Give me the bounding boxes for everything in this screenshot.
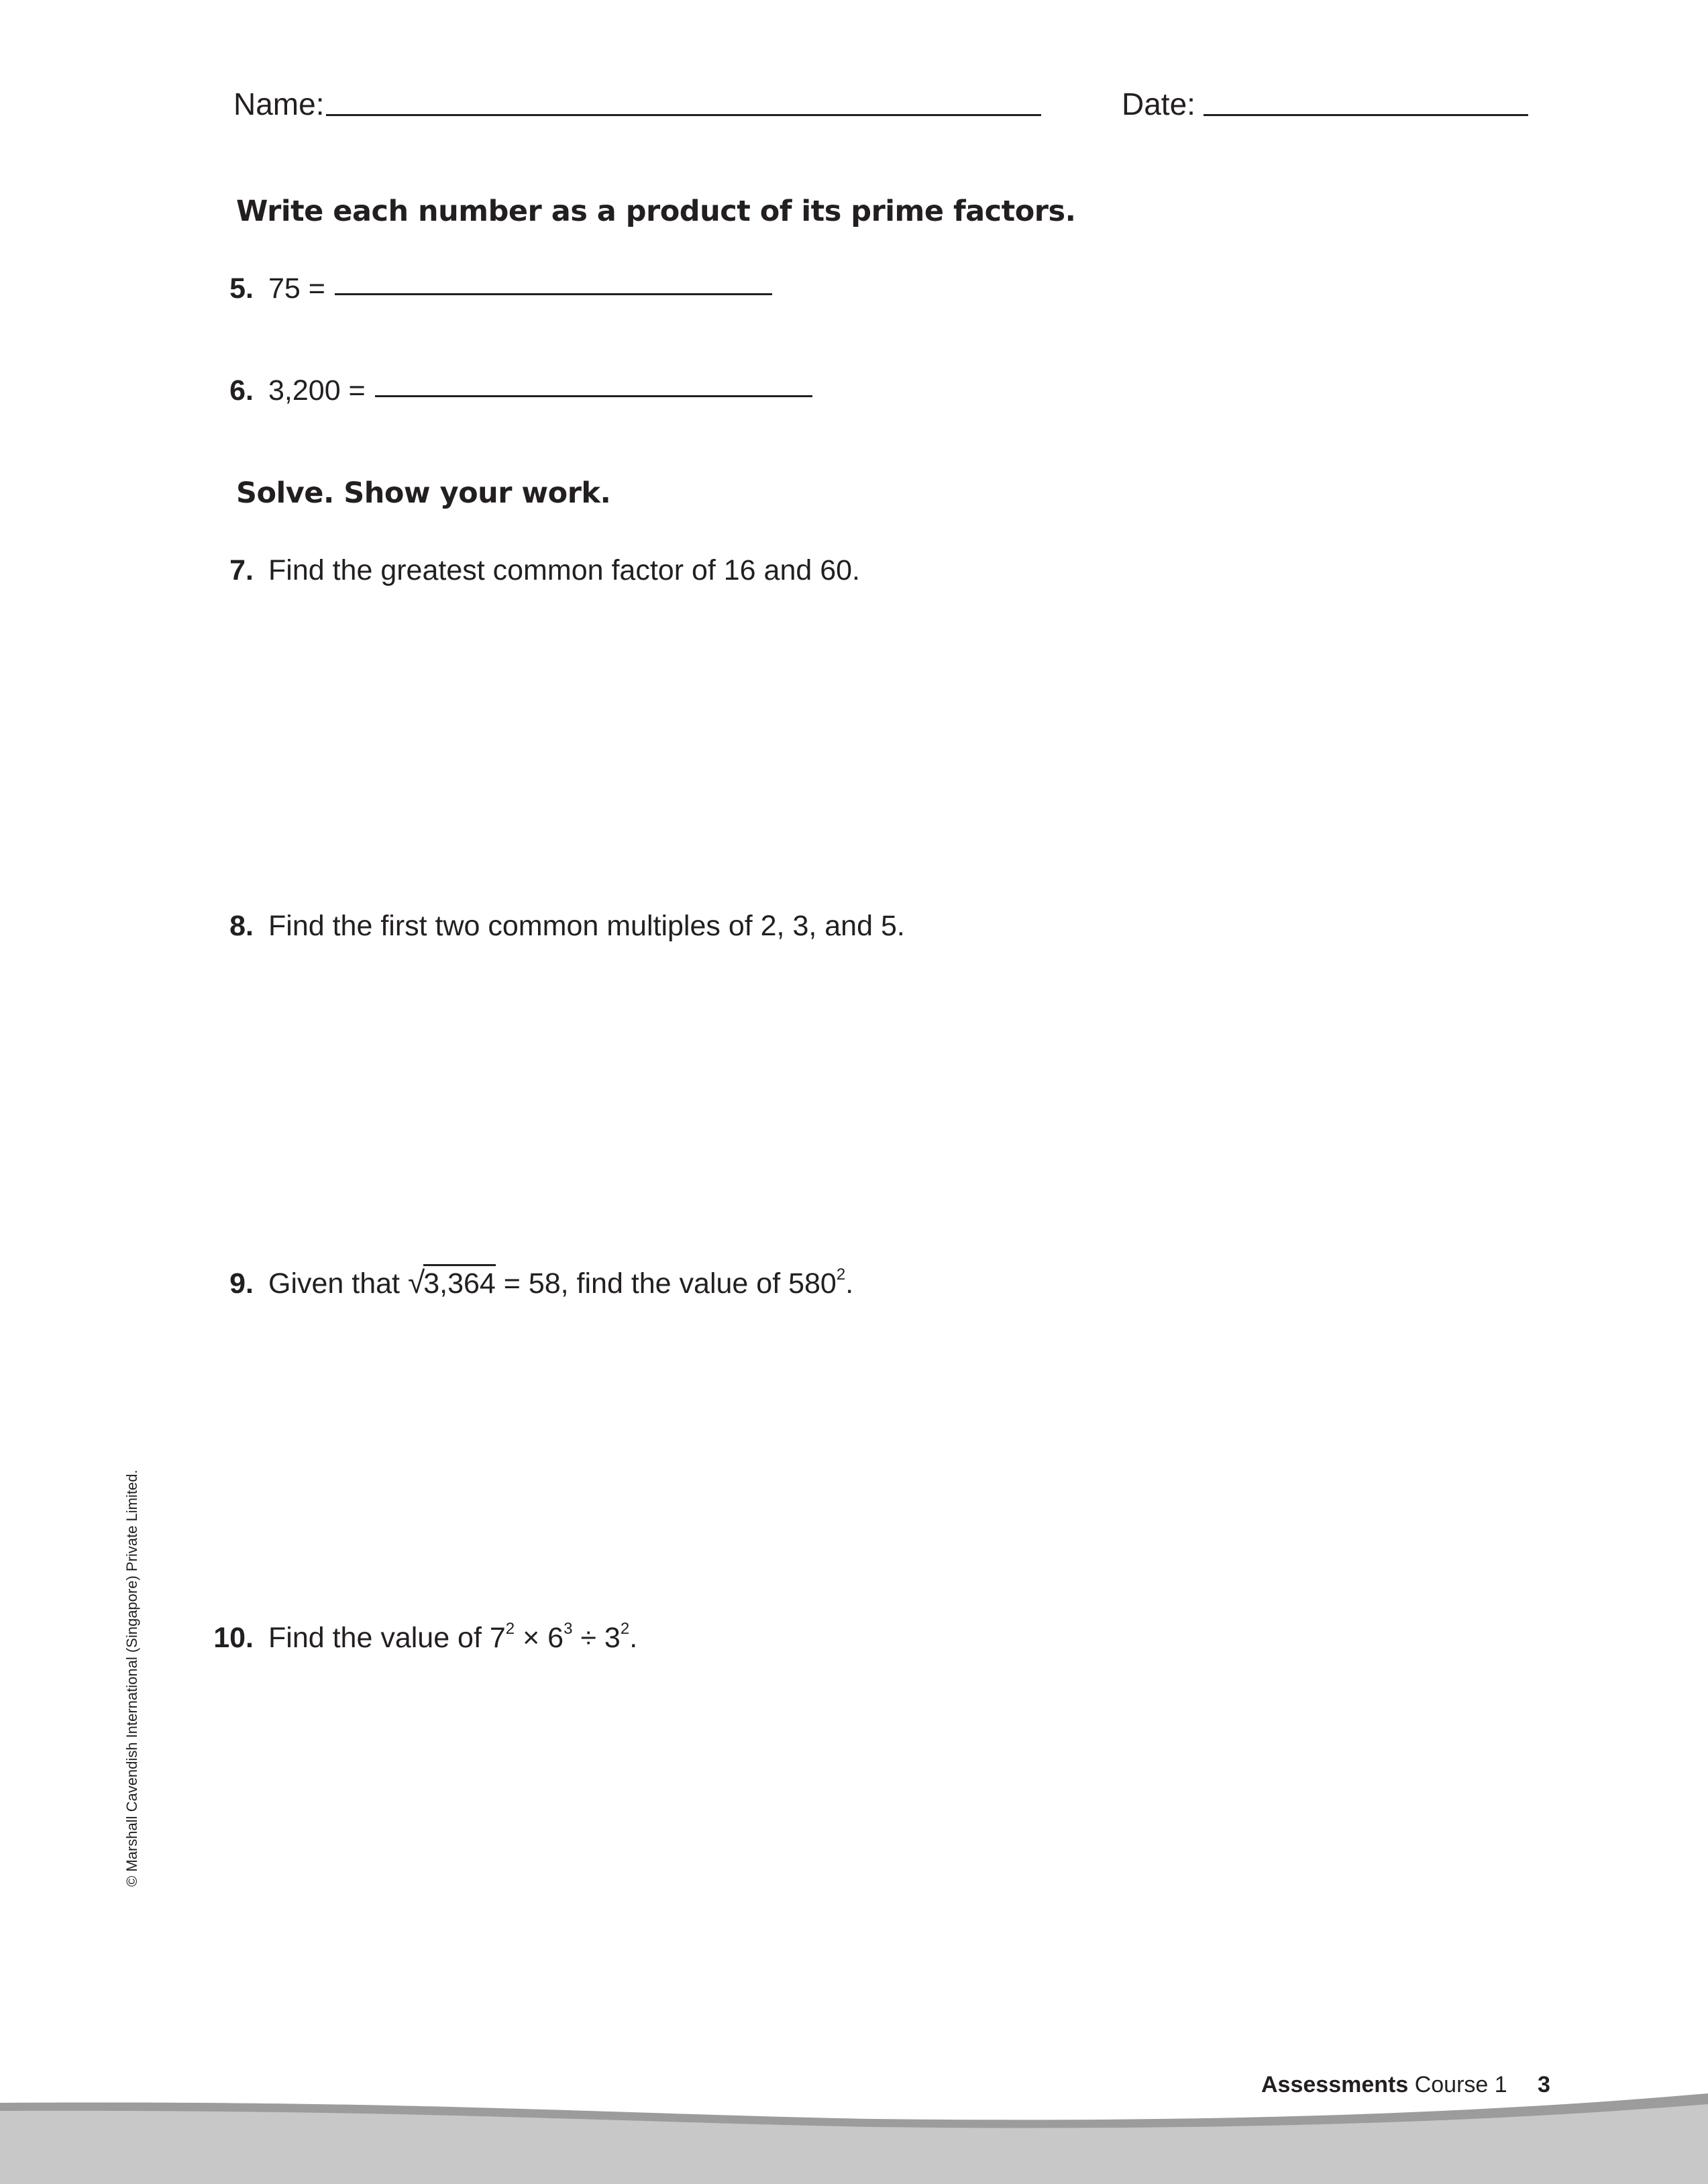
question-10-text-mid1: × 6 bbox=[515, 1622, 564, 1654]
page-number: 3 bbox=[1538, 2072, 1550, 2097]
name-label: Name: bbox=[233, 87, 325, 121]
work-area-10[interactable] bbox=[282, 1671, 1556, 2033]
question-9-text-middle: = 58, find the value of 580 bbox=[503, 1267, 837, 1300]
square-root bbox=[408, 1264, 496, 1300]
question-10 bbox=[207, 1620, 637, 1655]
question-7 bbox=[207, 554, 860, 587]
name-field[interactable] bbox=[326, 114, 1041, 116]
footer-book-title bbox=[1261, 2072, 1507, 2098]
work-area-9[interactable] bbox=[282, 1315, 1556, 1597]
question-6 bbox=[207, 374, 812, 407]
question-9-text-after: . bbox=[845, 1267, 854, 1300]
question-10-text-after: . bbox=[629, 1622, 638, 1654]
date-label: Date: bbox=[1122, 87, 1195, 121]
question-number: 6. bbox=[229, 374, 254, 407]
question-text: 3,200 = bbox=[268, 374, 366, 407]
question-8 bbox=[207, 910, 905, 943]
exponent: 2 bbox=[505, 1620, 515, 1638]
question-9-text-before: Given that bbox=[268, 1267, 400, 1300]
question-10-text-before: Find the value of 7 bbox=[268, 1622, 506, 1654]
question-9 bbox=[207, 1264, 853, 1300]
work-area-8[interactable] bbox=[282, 959, 1556, 1241]
question-number: 8. bbox=[229, 910, 254, 942]
exponent: 3 bbox=[564, 1620, 573, 1638]
footer-book-bold: Assessments bbox=[1261, 2072, 1409, 2097]
question-10-text-mid2: ÷ 3 bbox=[572, 1622, 621, 1654]
question-text bbox=[268, 1264, 853, 1300]
exponent: 2 bbox=[836, 1265, 846, 1284]
date-field[interactable] bbox=[1204, 114, 1528, 116]
radicand: 3,364 bbox=[423, 1264, 496, 1300]
question-text: Find the first two common multiples of 2, 3, and 5. bbox=[268, 910, 905, 942]
footer-book-rest: Course 1 bbox=[1414, 2072, 1507, 2097]
answer-line-5[interactable] bbox=[335, 293, 772, 295]
question-text bbox=[268, 1620, 637, 1655]
prime-factors-heading: Write each number as a product of its prime factors. bbox=[236, 195, 1076, 228]
question-text: 75 = bbox=[268, 272, 325, 305]
work-area-7[interactable] bbox=[282, 604, 1556, 886]
radical-sign-icon: √ bbox=[407, 1265, 425, 1300]
question-text: Find the greatest common factor of 16 and 60. bbox=[268, 554, 861, 586]
question-number: 5. bbox=[229, 272, 254, 305]
answer-line-6[interactable] bbox=[375, 395, 812, 397]
exponent: 2 bbox=[620, 1620, 630, 1638]
question-number: 7. bbox=[229, 554, 254, 586]
footer-wave bbox=[0, 2093, 1708, 2184]
question-number: 10. bbox=[213, 1622, 254, 1654]
question-number: 9. bbox=[229, 1267, 254, 1300]
solve-heading: Solve. Show your work. bbox=[236, 476, 611, 510]
copyright-notice: © Marshall Cavendish International (Singapore) Private Limited. bbox=[123, 1469, 140, 1887]
question-5 bbox=[207, 272, 772, 305]
